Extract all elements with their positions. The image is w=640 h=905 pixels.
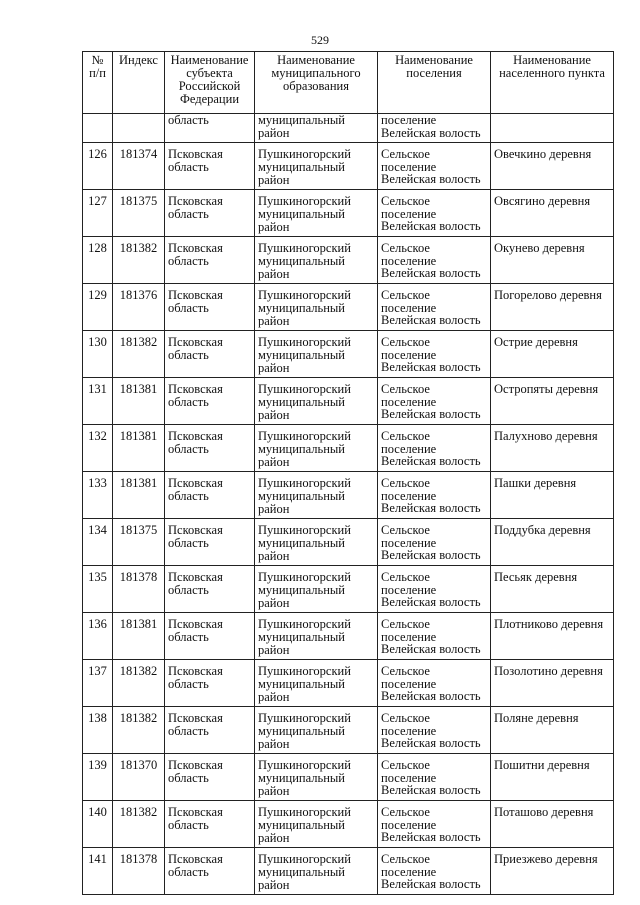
cell-settlement: Сельское поселение Велейская волость xyxy=(378,190,491,237)
cell-subject: Псковская область xyxy=(165,472,255,519)
cell-num: 135 xyxy=(83,566,113,613)
cell-municipality: Пушкиногорский муниципальный район xyxy=(255,566,378,613)
cell-locality: Острие деревня xyxy=(491,331,614,378)
cell-settlement: Сельское поселение Велейская волость xyxy=(378,378,491,425)
cell-municipality: Пушкиногорский муниципальный район xyxy=(255,190,378,237)
cell-subject: Псковская область xyxy=(165,425,255,472)
table-row xyxy=(83,378,614,425)
cell-index: 181382 xyxy=(113,237,165,284)
cell-municipality: Пушкиногорский муниципальный район xyxy=(255,331,378,378)
cell-municipality: Пушкиногорский муниципальный район xyxy=(255,754,378,801)
cell-index: 181374 xyxy=(113,143,165,190)
cell-locality: Позолотино деревня xyxy=(491,660,614,707)
cell-subject: Псковская область xyxy=(165,848,255,895)
cell-settlement: Сельское поселение Велейская волость xyxy=(378,519,491,566)
cell-subject: Псковская область xyxy=(165,143,255,190)
cell-locality: Погорелово деревня xyxy=(491,284,614,331)
cell-municipality: Пушкиногорский муниципальный район xyxy=(255,519,378,566)
cell-num: 129 xyxy=(83,284,113,331)
cell-municipality: Пушкиногорский муниципальный район xyxy=(255,284,378,331)
cell-locality: Окунево деревня xyxy=(491,237,614,284)
cell-index: 181382 xyxy=(113,801,165,848)
table-row xyxy=(83,613,614,660)
cell-subject: Псковская область xyxy=(165,801,255,848)
cell-index: 181381 xyxy=(113,378,165,425)
cell-municipality: Пушкиногорский муниципальный район xyxy=(255,801,378,848)
cell-settlement: Сельское поселение Велейская волость xyxy=(378,237,491,284)
cell-settlement: Сельское поселение Велейская волость xyxy=(378,566,491,613)
cell-subject: Псковская область xyxy=(165,190,255,237)
localities-table xyxy=(82,51,614,895)
cell-municipality: Пушкиногорский муниципальный район xyxy=(255,237,378,284)
cell-municipality: Пушкиногорский муниципальный район xyxy=(255,425,378,472)
cell-municipality: Пушкиногорский муниципальный район xyxy=(255,378,378,425)
cell-subject: Псковская область xyxy=(165,237,255,284)
table-row xyxy=(83,237,614,284)
table-row xyxy=(83,754,614,801)
page-number: 529 xyxy=(311,33,329,47)
cell-index: 181375 xyxy=(113,190,165,237)
cell-settlement: Сельское поселение Велейская волость xyxy=(378,284,491,331)
cell-settlement: Сельское поселение Велейская волость xyxy=(378,660,491,707)
table-row xyxy=(83,660,614,707)
cell-subject: Псковская область xyxy=(165,519,255,566)
header-locality: Наименование населенного пункта xyxy=(491,52,614,114)
cell-subject: Псковская область xyxy=(165,378,255,425)
header-municipality: Наименование муниципального образования xyxy=(255,52,378,114)
cell-settlement: Сельское поселение Велейская волость xyxy=(378,848,491,895)
cell-settlement: Сельское поселение Велейская волость xyxy=(378,801,491,848)
cell-settlement: Сельское поселение Велейская волость xyxy=(378,425,491,472)
cell-index: 181381 xyxy=(113,425,165,472)
header-num: № п/п xyxy=(83,52,113,114)
table-row xyxy=(83,566,614,613)
cell-locality xyxy=(491,114,614,143)
cell-locality: Палухново деревня xyxy=(491,425,614,472)
cell-index xyxy=(113,114,165,143)
cell-locality: Песьяк деревня xyxy=(491,566,614,613)
cell-subject: Псковская область xyxy=(165,754,255,801)
cell-index: 181382 xyxy=(113,660,165,707)
cell-index: 181381 xyxy=(113,613,165,660)
table-row xyxy=(83,472,614,519)
cell-settlement: Сельское поселение Велейская волость xyxy=(378,331,491,378)
cell-locality: Плотниково деревня xyxy=(491,613,614,660)
table-row xyxy=(83,519,614,566)
table-header-row xyxy=(83,52,614,114)
cell-index: 181381 xyxy=(113,472,165,519)
table-row xyxy=(83,848,614,895)
cell-subject: Псковская область xyxy=(165,707,255,754)
table-row xyxy=(83,190,614,237)
cell-index: 181376 xyxy=(113,284,165,331)
cell-settlement: Сельское поселение Велейская волость xyxy=(378,754,491,801)
cell-index: 181382 xyxy=(113,331,165,378)
cell-num: 138 xyxy=(83,707,113,754)
cell-num: 133 xyxy=(83,472,113,519)
table-row xyxy=(83,143,614,190)
header-settlement: Наименование поселения xyxy=(378,52,491,114)
cell-num: 137 xyxy=(83,660,113,707)
cell-subject: область xyxy=(165,114,255,143)
continuation-row xyxy=(83,114,614,143)
cell-settlement: Сельское поселение Велейская волость xyxy=(378,707,491,754)
cell-settlement: Сельское поселение Велейская волость xyxy=(378,613,491,660)
cell-subject: Псковская область xyxy=(165,284,255,331)
cell-settlement: Сельское поселение Велейская волость xyxy=(378,472,491,519)
table-row xyxy=(83,331,614,378)
cell-index: 181370 xyxy=(113,754,165,801)
cell-subject: Псковская область xyxy=(165,331,255,378)
table-row xyxy=(83,425,614,472)
table-row xyxy=(83,801,614,848)
cell-subject: Псковская область xyxy=(165,660,255,707)
cell-municipality: Пушкиногорский муниципальный район xyxy=(255,848,378,895)
cell-num: 132 xyxy=(83,425,113,472)
cell-locality: Остропяты деревня xyxy=(491,378,614,425)
cell-num: 140 xyxy=(83,801,113,848)
cell-settlement: Сельское поселение Велейская волость xyxy=(378,143,491,190)
cell-subject: Псковская область xyxy=(165,566,255,613)
table-row xyxy=(83,707,614,754)
cell-locality: Пошитни деревня xyxy=(491,754,614,801)
cell-municipality: Пушкиногорский муниципальный район xyxy=(255,707,378,754)
cell-index: 181382 xyxy=(113,707,165,754)
cell-num: 128 xyxy=(83,237,113,284)
cell-locality: Овсягино деревня xyxy=(491,190,614,237)
cell-municipality: Пушкиногорский муниципальный район xyxy=(255,143,378,190)
cell-num: 139 xyxy=(83,754,113,801)
cell-municipality: Пушкиногорский муниципальный район xyxy=(255,660,378,707)
cell-locality: Поддубка деревня xyxy=(491,519,614,566)
cell-num: 131 xyxy=(83,378,113,425)
cell-num: 141 xyxy=(83,848,113,895)
cell-subject: Псковская область xyxy=(165,613,255,660)
cell-locality: Пашки деревня xyxy=(491,472,614,519)
cell-num: 130 xyxy=(83,331,113,378)
cell-num: 134 xyxy=(83,519,113,566)
cell-municipality: Пушкиногорский муниципальный район xyxy=(255,613,378,660)
cell-index: 181378 xyxy=(113,848,165,895)
cell-num: 127 xyxy=(83,190,113,237)
cell-municipality: Пушкиногорский муниципальный район xyxy=(255,472,378,519)
cell-num: 136 xyxy=(83,613,113,660)
cell-index: 181375 xyxy=(113,519,165,566)
header-index: Индекс xyxy=(113,52,165,114)
cell-num xyxy=(83,114,113,143)
header-subject: Наименование субъекта Российской Федерации xyxy=(165,52,255,114)
cell-locality: Поляне деревня xyxy=(491,707,614,754)
cell-locality: Овечкино деревня xyxy=(491,143,614,190)
table-row xyxy=(83,284,614,331)
cell-settlement: поселение Велейская волость xyxy=(378,114,491,143)
cell-index: 181378 xyxy=(113,566,165,613)
cell-locality: Приезжево деревня xyxy=(491,848,614,895)
cell-locality: Поташово деревня xyxy=(491,801,614,848)
cell-municipality: муниципальный район xyxy=(255,114,378,143)
cell-num: 126 xyxy=(83,143,113,190)
